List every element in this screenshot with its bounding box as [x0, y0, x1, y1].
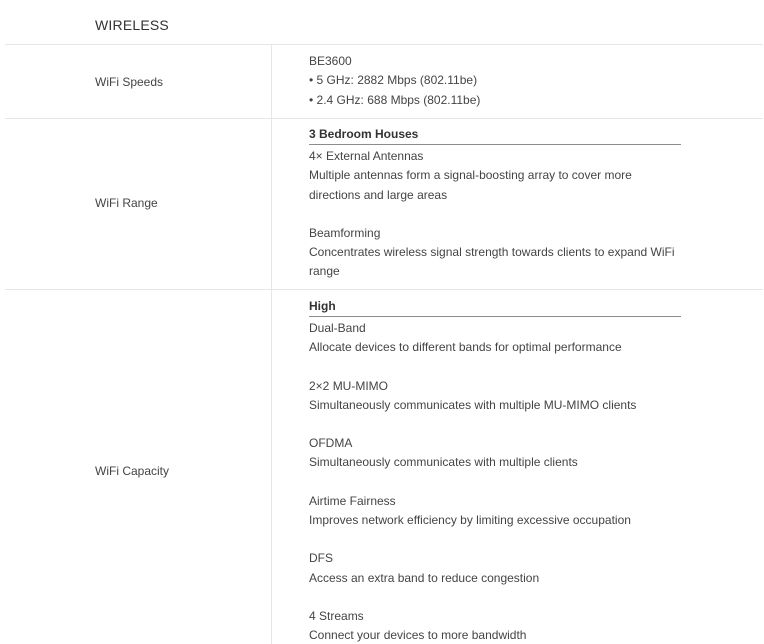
feature-description: Simultaneously communicates with multiple clients — [309, 455, 578, 470]
group-title: 3 Bedroom Houses — [309, 126, 681, 145]
feature-item — [309, 492, 681, 531]
spec-label: WiFi Range — [95, 196, 158, 210]
feature-description: Concentrates wireless signal strength towards clients to expand WiFi range — [309, 245, 675, 279]
feature-item — [309, 224, 681, 282]
feature-item — [309, 434, 681, 473]
feature-description: Simultaneously communicates with multiple MU-MIMO clients — [309, 397, 637, 412]
feature-item — [309, 377, 681, 416]
feature-name: OFDMA — [309, 436, 353, 451]
spec-label: WiFi Capacity — [95, 464, 170, 478]
column-divider — [271, 45, 272, 118]
speed-2-4ghz: • 2.4 GHz: 688 Mbps (802.11be) — [309, 92, 481, 107]
feature-description: Multiple antennas form a signal-boosting array to cover more directions and large areas — [309, 168, 632, 202]
feature-name: 4 Streams — [309, 608, 364, 623]
spec-value — [309, 298, 681, 644]
spec-row-wifi-speeds — [5, 45, 763, 119]
feature-item — [309, 607, 681, 644]
feature-name: Airtime Fairness — [309, 493, 396, 508]
feature-item — [309, 147, 681, 205]
feature-description: Allocate devices to different bands for optimal performance — [309, 340, 622, 355]
feature-name: Dual-Band — [309, 321, 366, 335]
feature-name: DFS — [309, 551, 333, 566]
feature-description: Improves network efficiency by limiting excessive occupation — [309, 513, 631, 528]
column-divider — [271, 290, 272, 644]
feature-item — [309, 319, 681, 358]
feature-name: 4× External Antennas — [309, 149, 424, 163]
section-title: WIRELESS — [95, 17, 169, 33]
spec-row-wifi-range — [5, 119, 763, 290]
spec-row-wifi-capacity — [5, 290, 763, 644]
speed-5ghz: • 5 GHz: 2882 Mbps (802.11be) — [309, 73, 478, 88]
feature-description: Access an extra band to reduce congestion — [309, 570, 540, 585]
spec-value — [309, 52, 681, 110]
spec-value — [309, 126, 681, 282]
feature-name: 2×2 MU-MIMO — [309, 378, 389, 393]
feature-item — [309, 549, 681, 588]
column-divider — [271, 119, 272, 289]
spec-label: WiFi Speeds — [95, 75, 164, 89]
feature-description: Connect your devices to more bandwidth — [309, 628, 527, 643]
feature-name: Beamforming — [309, 225, 381, 240]
speed-standard: BE3600 — [309, 54, 352, 68]
section-header — [5, 0, 763, 45]
group-title: High — [309, 298, 681, 317]
